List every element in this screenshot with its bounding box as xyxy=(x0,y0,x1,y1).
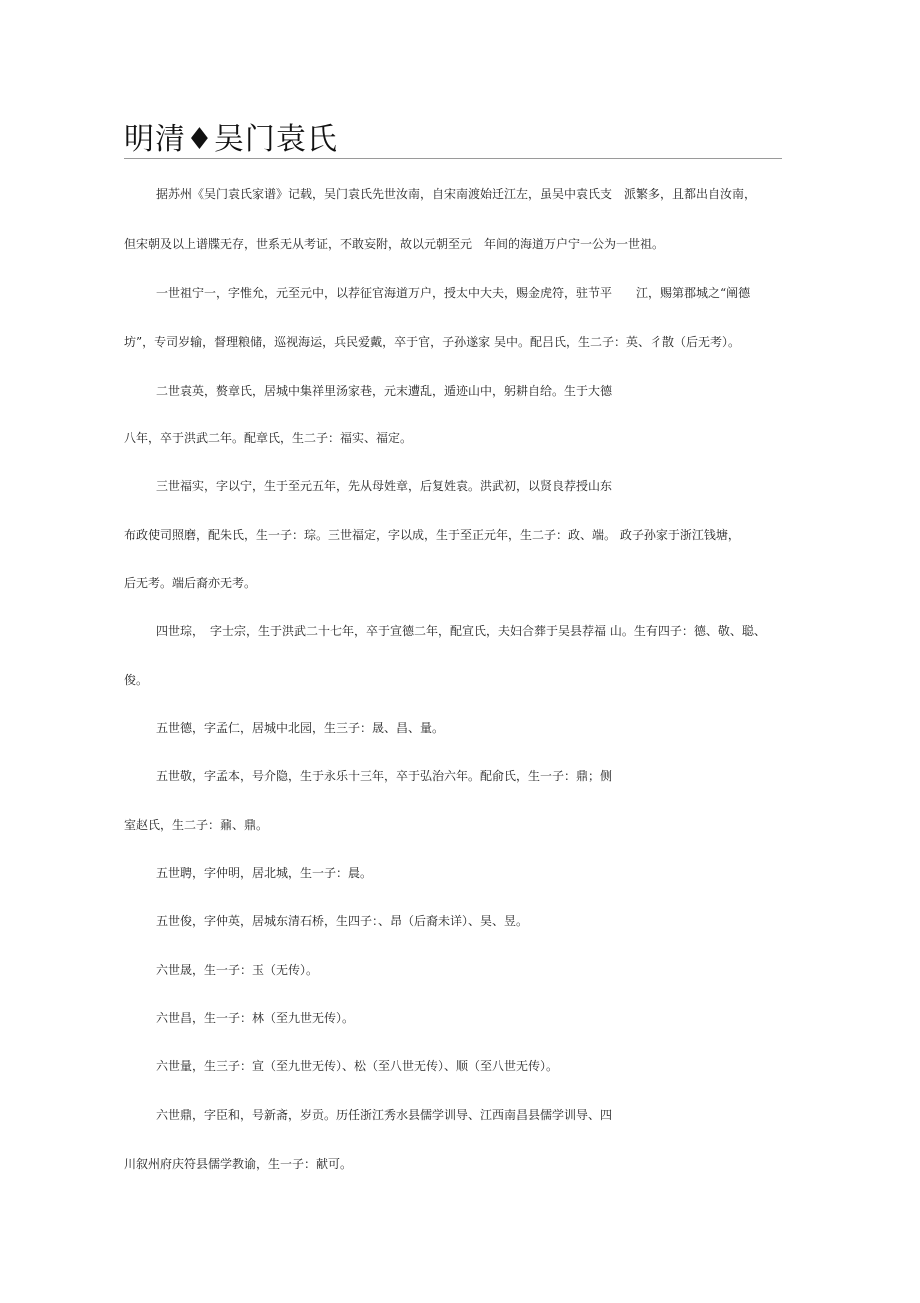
paragraph-line: 室赵氏，生二子：鼐、鼎。 xyxy=(124,818,269,832)
paragraph-line: 俊。 xyxy=(124,673,149,687)
paragraph-line: 三世福实，字以宁，生于至元五年，先从母姓章，后复姓袁。洪武初，以贤良荐授山东 xyxy=(156,479,613,493)
paragraph-line: 据苏州《吴门袁氏家谱》记载，吴门袁氏先世汝南，自宋南渡始迁江左，虽吴中袁氏支 派繁多，且都出自汝南， xyxy=(156,187,757,201)
paragraph-line: 一世祖宁一，字惟允，元至元中，以荐征官海道万户，授太中大夫，赐金虎符，驻节平 江，赐第郡城之“阐德 xyxy=(156,286,751,300)
title-divider xyxy=(124,158,782,159)
paragraph-line: 五世敬，字孟本，号介隐，生于永乐十三年，卒于弘治六年。配俞氏，生一子：鼎；侧 xyxy=(156,769,613,783)
paragraph-line: 后无考。端后裔亦无考。 xyxy=(124,576,257,590)
paragraph-line: 坊”，专司岁输，督理粮储，巡视海运，兵民爱戴，卒于官，子孙遂家 吴中。配吕氏，生二子：英、彳散（后无考）。 xyxy=(124,335,740,349)
paragraph-line: 川叙州府庆符县儒学教谕，生一子：献可。 xyxy=(124,1157,353,1171)
paragraph-line: 六世昌，生一子：林（至九世无传）。 xyxy=(156,1011,355,1025)
paragraph-line: 四世琮， 字士宗，生于洪武二十七年，卒于宣德二年，配宣氏，夫妇合葬于吴县荐福 山。生有四子：德、敬、聪、 xyxy=(156,624,766,638)
paragraph-line: 六世鼎，字臣和，号新斋，岁贡。历任浙江秀水县儒学训导、江西南昌县儒学训导、四 xyxy=(156,1108,613,1122)
paragraph-line: 五世聘，字仲明，居北城，生一子：晨。 xyxy=(156,866,373,880)
page-title: 明清♦吴门袁氏 xyxy=(124,122,338,157)
paragraph-line: 六世量，生三子：宣（至九世无传）、松（至八世无传）、顺（至八世无传）。 xyxy=(156,1059,559,1073)
paragraph-line: 布政使司照磨，配朱氏，生一子：琮。三世福定，字以成，生于至正元年，生二子：政、端。 政子孙家于浙江钱塘， xyxy=(124,528,740,542)
paragraph-line: 但宋朝及以上谱牒无存，世系无从考证，不敢妄附，故以元朝至元 年间的海道万户宁一公为一世祖。 xyxy=(124,237,665,251)
paragraph-line: 二世袁英，赘章氏，居城中集祥里汤家巷，元末遭乱，遁迹山中，躬耕自给。生于大德 xyxy=(156,384,613,398)
paragraph-line: 五世德，字孟仁，居城中北园，生三子：晟、昌、量。 xyxy=(156,721,445,735)
paragraph-line: 五世俊，字仲英，居城东清石桥，生四子：、昂（后裔未详）、昊、昱。 xyxy=(156,914,529,928)
paragraph-line: 六世晟，生一子：玉（无传）。 xyxy=(156,963,319,977)
paragraph-line: 八年，卒于洪武二年。配章氏，生二子：福实、福定。 xyxy=(124,431,413,445)
